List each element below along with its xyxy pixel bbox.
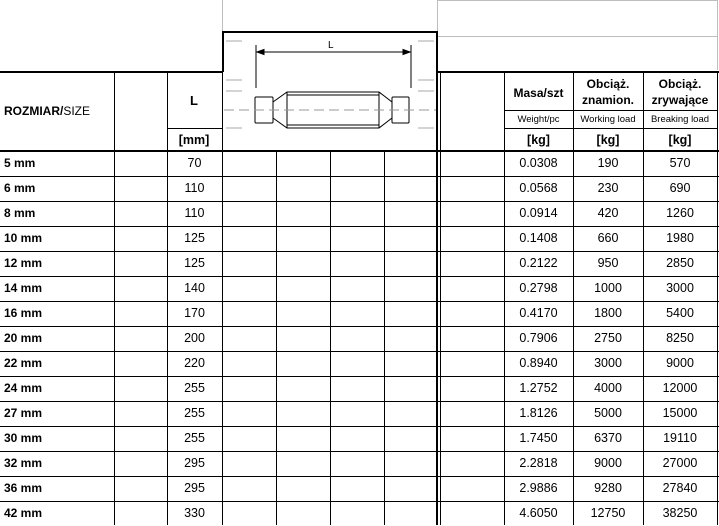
- header-divider: [167, 128, 222, 129]
- length-cell: 295: [184, 456, 205, 470]
- mass-cell: 0.0914: [519, 206, 558, 220]
- length-cell: 200: [184, 331, 205, 345]
- length-cell: 170: [184, 306, 205, 320]
- breaking-load-cell: 15000: [662, 406, 698, 420]
- mass-cell: 0.4170: [519, 306, 558, 320]
- length-header: L: [190, 93, 198, 108]
- length-cell: 255: [184, 406, 205, 420]
- working-load-cell: 5000: [594, 406, 622, 420]
- size-cell: 8 mm: [4, 206, 36, 220]
- working-load-cell: 950: [597, 256, 619, 270]
- row-divider: [0, 326, 719, 327]
- column-line: [114, 71, 115, 525]
- breaking-load-unit: [kg]: [668, 133, 692, 147]
- size-header-pl: ROZMIAR/: [4, 104, 64, 118]
- working-load-cell: 1800: [594, 306, 622, 320]
- size-cell: 14 mm: [4, 281, 43, 295]
- mass-cell: 2.9886: [519, 481, 558, 495]
- size-cell: 16 mm: [4, 306, 43, 320]
- grid-line: [222, 0, 223, 31]
- row-divider: [0, 451, 719, 452]
- mass-header: Masa/szt: [513, 86, 564, 100]
- working-load-cell: 420: [597, 206, 619, 220]
- working-load-cell: 9280: [594, 481, 622, 495]
- size-cell: 30 mm: [4, 431, 43, 445]
- length-unit: [mm]: [178, 133, 210, 147]
- column-line: [276, 150, 277, 525]
- breaking-load-cell: 3000: [666, 281, 694, 295]
- row-divider: [0, 226, 719, 227]
- row-divider: [0, 276, 719, 277]
- column-line: [440, 71, 441, 525]
- breaking-load-cell: 27840: [662, 481, 698, 495]
- size-cell: 10 mm: [4, 231, 43, 245]
- breaking-load-cell: 570: [669, 156, 691, 170]
- length-cell: 140: [184, 281, 205, 295]
- breaking-load-header-2: zrywające: [651, 93, 709, 107]
- size-cell: 42 mm: [4, 506, 43, 520]
- mass-cell: 2.2818: [519, 456, 558, 470]
- drawing-dimension-label: L: [328, 40, 334, 51]
- mass-cell: 1.7450: [519, 431, 558, 445]
- size-cell: 36 mm: [4, 481, 43, 495]
- length-cell: 110: [184, 181, 205, 195]
- breaking-load-cell: 19110: [663, 431, 697, 445]
- row-divider: [0, 301, 719, 302]
- size-header: [4, 105, 90, 117]
- length-cell: 70: [187, 156, 202, 170]
- mass-header-en: Weight/pc: [517, 114, 560, 125]
- size-cell: 5 mm: [4, 156, 36, 170]
- length-cell: 125: [184, 231, 205, 245]
- row-divider: [0, 176, 719, 177]
- working-load-cell: 12750: [590, 506, 626, 520]
- length-cell: 220: [184, 356, 205, 370]
- size-cell: 27 mm: [4, 406, 43, 420]
- working-load-header-1: Obciąż.: [586, 77, 630, 91]
- mass-cell: 1.2752: [519, 381, 558, 395]
- breaking-load-cell: 27000: [662, 456, 698, 470]
- row-divider: [0, 501, 719, 502]
- working-load-cell: 660: [597, 231, 619, 245]
- column-line: [504, 71, 505, 525]
- breaking-load-cell: 9000: [666, 356, 694, 370]
- working-load-cell: 1000: [594, 281, 622, 295]
- breaking-load-cell: 8250: [666, 331, 694, 345]
- mass-cell: 0.2122: [519, 256, 558, 270]
- header-top-border: [0, 71, 223, 73]
- working-load-cell: 6370: [594, 431, 622, 445]
- mass-cell: 4.6050: [519, 506, 558, 520]
- column-line: [167, 71, 168, 525]
- size-cell: 12 mm: [4, 256, 43, 270]
- working-load-cell: 4000: [594, 381, 622, 395]
- mass-cell: 0.8940: [519, 356, 558, 370]
- working-load-header-2: znamion.: [581, 93, 634, 107]
- breaking-load-cell: 2850: [666, 256, 694, 270]
- size-cell: 22 mm: [4, 356, 43, 370]
- working-load-cell: 230: [597, 181, 619, 195]
- mass-unit: [kg]: [527, 133, 550, 147]
- size-header-en: SIZE: [63, 104, 90, 118]
- length-cell: 110: [184, 206, 205, 220]
- grid-line: [437, 0, 718, 1]
- header-top-border: [436, 71, 719, 73]
- breaking-load-cell: 690: [669, 181, 691, 195]
- length-cell: 125: [184, 256, 205, 270]
- grid-line: [437, 0, 438, 31]
- length-cell: 295: [184, 481, 205, 495]
- working-load-header-en: Working load: [580, 114, 636, 125]
- row-divider: [0, 201, 719, 202]
- row-divider: [0, 251, 719, 252]
- length-cell: 330: [184, 506, 205, 520]
- breaking-load-header-1: Obciąż.: [658, 77, 702, 91]
- row-divider: [0, 351, 719, 352]
- column-line: [717, 71, 718, 525]
- drawing-box-right: [436, 31, 438, 72]
- size-cell: 24 mm: [4, 381, 43, 395]
- column-line: [384, 150, 385, 525]
- mass-cell: 0.7906: [519, 331, 558, 345]
- size-cell: 20 mm: [4, 331, 43, 345]
- column-line: [643, 71, 644, 525]
- grid-line: [437, 36, 718, 37]
- column-line: [436, 71, 438, 525]
- working-load-unit: [kg]: [596, 133, 620, 147]
- working-load-cell: 2750: [594, 331, 622, 345]
- grid-line: [717, 0, 718, 70]
- breaking-load-cell: 1980: [666, 231, 694, 245]
- breaking-load-cell: 5400: [666, 306, 694, 320]
- row-divider: [0, 426, 719, 427]
- working-load-cell: 3000: [594, 356, 622, 370]
- breaking-load-header-en: Breaking load: [650, 114, 710, 125]
- column-line: [330, 150, 331, 525]
- header-divider: [504, 110, 718, 111]
- size-cell: 6 mm: [4, 181, 36, 195]
- row-divider: [0, 376, 719, 377]
- column-line: [573, 71, 574, 525]
- row-divider: [0, 476, 719, 477]
- working-load-cell: 9000: [594, 456, 622, 470]
- mass-cell: 0.1408: [519, 231, 558, 245]
- breaking-load-cell: 38250: [662, 506, 698, 520]
- working-load-cell: 190: [597, 156, 619, 170]
- length-cell: 255: [184, 381, 205, 395]
- mass-cell: 0.2798: [519, 281, 558, 295]
- mass-cell: 0.0568: [519, 181, 558, 195]
- header-divider: [504, 128, 718, 129]
- row-divider: [0, 401, 719, 402]
- column-line: [222, 71, 223, 525]
- breaking-load-cell: 1260: [666, 206, 694, 220]
- mass-cell: 1.8126: [519, 406, 558, 420]
- mass-cell: 0.0308: [519, 156, 558, 170]
- length-cell: 255: [184, 431, 205, 445]
- size-cell: 32 mm: [4, 456, 43, 470]
- breaking-load-cell: 12000: [662, 381, 698, 395]
